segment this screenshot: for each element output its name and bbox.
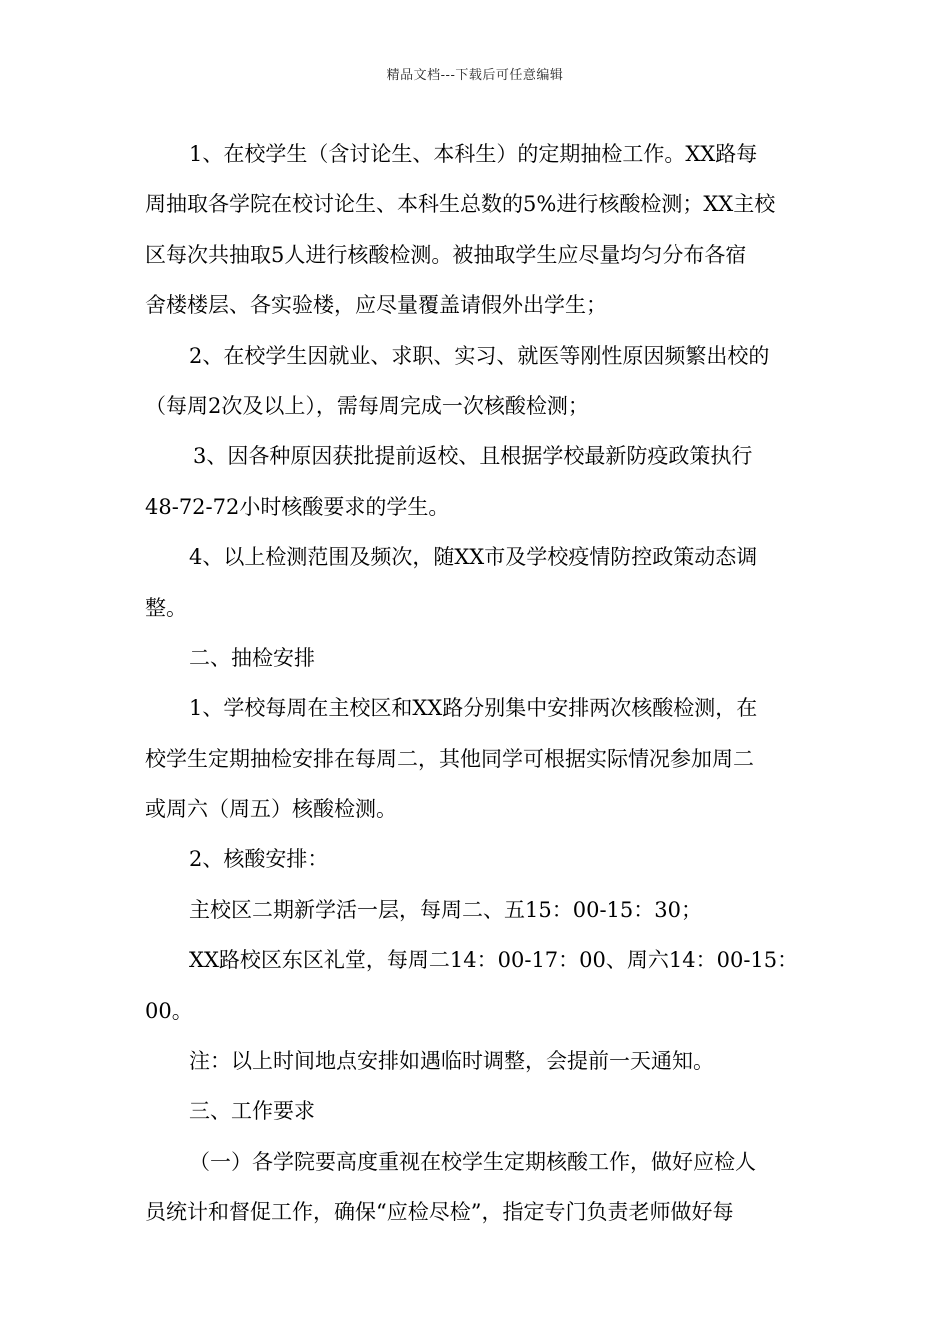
paragraph-line: 区每次共抽取5人进行核酸检测。被抽取学生应尽量均匀分布各宿 bbox=[145, 242, 747, 267]
paragraph-line: 1、在校学生（含讨论生、本科生）的定期抽检工作。XX路每 bbox=[189, 142, 758, 166]
paragraph-line: 48-72-72小时核酸要求的学生。 bbox=[145, 494, 450, 519]
page-header: 精品文档---下载后可任意编辑 bbox=[386, 68, 564, 83]
section-heading: 三、工作要求 bbox=[189, 1099, 315, 1124]
section-heading: 二、抽检安排 bbox=[189, 645, 315, 670]
note-line: 注：以上时间地点安排如遇临时调整，会提前一天通知。 bbox=[189, 1049, 714, 1074]
paragraph-line: 整。 bbox=[145, 595, 187, 620]
paragraph-line: 主校区二期新学活一层，每周二、五15：00-15：30； bbox=[189, 897, 702, 922]
paragraph-line: 舍楼楼层、各实验楼，应尽量覆盖请假外出学生； bbox=[145, 293, 607, 318]
paragraph-line: 2、核酸安排： bbox=[189, 847, 329, 872]
paragraph-line: 2、在校学生因就业、求职、实习、就医等刚性原因频繁出校的 bbox=[189, 343, 770, 368]
document-body bbox=[145, 129, 805, 1238]
paragraph-line: 4、以上检测范围及频次，随XX市及学校疫情防控政策动态调 bbox=[189, 545, 758, 570]
paragraph-line: 或周六（周五）核酸检测。 bbox=[145, 797, 397, 822]
paragraph-line: 周抽取各学院在校讨论生、本科生总数的5%进行核酸检测；XX主校 bbox=[145, 192, 776, 217]
paragraph-line: 1、学校每周在主校区和XX路分别集中安排两次核酸检测，在 bbox=[189, 696, 758, 721]
paragraph-line: 员统计和督促工作，确保“应检尽检”，指定专门负责老师做好每 bbox=[145, 1200, 734, 1225]
paragraph-line: XX路校区东区礼堂，每周二14：00-17：00、周六14：00-15： bbox=[189, 948, 799, 973]
paragraph-line: （一）各学院要高度重视在校学生定期核酸工作，做好应检人 bbox=[189, 1149, 756, 1174]
paragraph-line: 00。 bbox=[145, 998, 193, 1023]
paragraph-line: 校学生定期抽检安排在每周二，其他同学可根据实际情况参加周二 bbox=[145, 746, 754, 771]
paragraph-line: （每周2次及以上），需每周完成一次核酸检测； bbox=[145, 393, 589, 418]
paragraph-line: 3、因各种原因获批提前返校、且根据学校最新防疫政策执行 bbox=[193, 444, 753, 469]
